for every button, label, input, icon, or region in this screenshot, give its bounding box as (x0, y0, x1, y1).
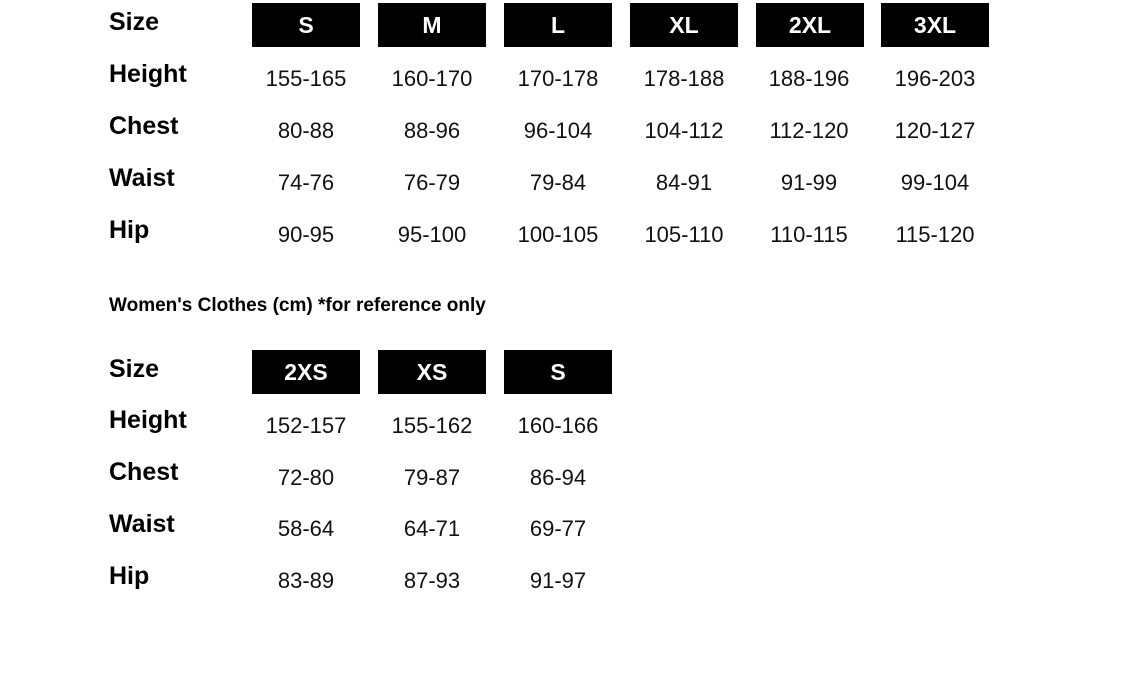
height-row-label: Height (109, 406, 187, 434)
table-cell: 91-99 (780, 170, 838, 195)
table-cell: 79-87 (403, 465, 461, 490)
table-cell: 196-203 (894, 66, 976, 91)
table-cell: 76-79 (403, 170, 461, 195)
table-cell: 86-94 (529, 465, 587, 490)
height-row-label: Height (109, 60, 187, 88)
table-cell: 155-165 (265, 66, 347, 91)
chest-row-label: Chest (109, 458, 179, 486)
table-cell: 69-77 (529, 516, 587, 541)
table-cell: 84-91 (655, 170, 713, 195)
size-chip-s: S (252, 3, 360, 47)
table-cell: 96-104 (523, 118, 593, 143)
hip-row-label: Hip (109, 216, 150, 244)
size-chip-2xs: 2XS (252, 350, 360, 394)
table-cell: 95-100 (397, 222, 467, 247)
table-cell: 170-178 (517, 66, 599, 91)
table-cell: 90-95 (277, 222, 335, 247)
table-cell: 88-96 (403, 118, 461, 143)
waist-row-label: Waist (109, 510, 175, 538)
table-cell: 80-88 (277, 118, 335, 143)
table-cell: 112-120 (769, 118, 849, 143)
table-cell: 83-89 (277, 568, 335, 593)
hip-row-label: Hip (109, 562, 150, 590)
table-cell: 58-64 (277, 516, 335, 541)
size-chip-xl: XL (630, 3, 738, 47)
table-cell: 188-196 (768, 66, 850, 91)
table-cell: 72-80 (277, 465, 335, 490)
womens-size-heading: Women's Clothes (cm) *for reference only (109, 295, 486, 316)
table-cell: 64-71 (403, 516, 461, 541)
table-cell: 152-157 (265, 413, 347, 438)
table-cell: 110-115 (770, 222, 848, 247)
size-chip-xs: XS (378, 350, 486, 394)
size-chip-m: M (378, 3, 486, 47)
size-chip-l: L (504, 3, 612, 47)
table-cell: 120-127 (894, 118, 976, 143)
table-cell: 79-84 (529, 170, 587, 195)
table-cell: 155-162 (391, 413, 473, 438)
table-cell: 91-97 (529, 568, 587, 593)
size-row-label: Size (109, 355, 160, 383)
size-chip-3xl: 3XL (881, 3, 989, 47)
size-row-label: Size (109, 8, 160, 36)
table-cell: 87-93 (403, 568, 461, 593)
table-cell: 100-105 (517, 222, 599, 247)
chest-row-label: Chest (109, 112, 179, 140)
size-chip-s: S (504, 350, 612, 394)
table-cell: 104-112 (644, 118, 724, 143)
table-cell: 160-170 (391, 66, 473, 91)
table-cell: 99-104 (900, 170, 970, 195)
table-cell: 115-120 (895, 222, 975, 247)
size-chip-2xl: 2XL (756, 3, 864, 47)
table-cell: 160-166 (517, 413, 599, 438)
waist-row-label: Waist (109, 164, 175, 192)
table-cell: 178-188 (643, 66, 725, 91)
table-cell: 74-76 (277, 170, 335, 195)
table-cell: 105-110 (644, 222, 724, 247)
